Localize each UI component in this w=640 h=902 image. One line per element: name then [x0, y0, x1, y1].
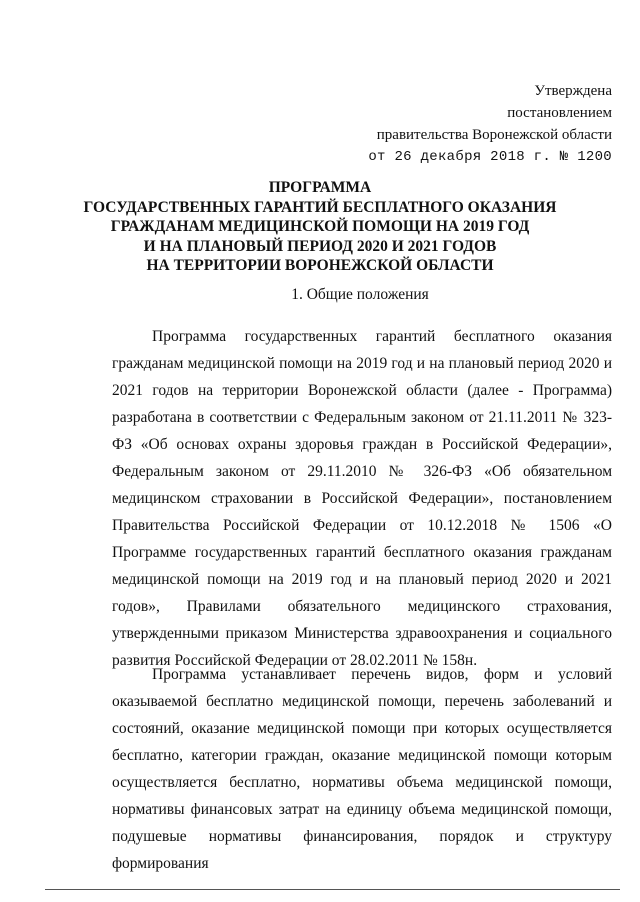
paragraph-1	[112, 323, 612, 674]
approval-stamp	[368, 80, 612, 168]
section-heading: 1. Общие положения	[291, 286, 429, 303]
paragraph-text: Программа устанавливает перечень видов, форм и условий оказываемой бесплатно медицинской помощи, перечень заболеваний и состояний, оказание медицинской помощи при которых осуществляется бесплатно, категории граждан, оказание медицинской помощи которым осуществляется бесплатно, нормативы объема медицинской помощи, нормативы финансовых затрат на единицу объема медицинской помощи, подушевые нормативы финансирования, порядок и структуру формирования	[112, 666, 612, 872]
approval-decree-number: от 26 декабря 2018 г. № 1200	[368, 149, 612, 165]
page-bottom-rule	[45, 889, 620, 890]
approval-line-3: правительства Воронежской области	[376, 127, 612, 143]
paragraph-2	[112, 661, 612, 877]
document-title	[0, 178, 640, 276]
approval-line-2: постановлением	[507, 105, 612, 121]
title-line: НА ТЕРРИТОРИИ ВОРОНЕЖСКОЙ ОБЛАСТИ	[146, 257, 494, 274]
title-line: ГОСУДАРСТВЕННЫХ ГАРАНТИЙ БЕСПЛАТНОГО ОКАЗАНИЯ	[83, 198, 557, 216]
title-line: И НА ПЛАНОВЫЙ ПЕРИОД 2020 И 2021 ГОДОВ	[143, 237, 497, 255]
paragraph-text: Программа государственных гарантий бесплатного оказания гражданам медицинской помощи на 2019 год и на плановый период 2020 и 2021 годов на территории Воронежской области (далее - Программа) разработана в соответствии с Федеральным законом от 21.11.2011 № 323-ФЗ «Об основах охраны здоровья граждан в Российской Федерации», Федеральным законом от 29.11.2010 № 326-ФЗ «Об обязательном медицинском страховании в Российской Федерации», постановлением Правительства Российской Федерации от 10.12.2018 № 1506 «О Программе государственных гарантий бесплатного оказания гражданам медицинской помощи на 2019 год и на плановый период 2020 и 2021 годов», Правилами обязательного медицинского страхования, утвержденными приказом Министерства здравоохранения и социального развития Российской Федерации от 28.02.2011 № 158н.	[112, 328, 612, 669]
title-line: ПРОГРАММА	[268, 179, 372, 196]
title-line: ГРАЖДАНАМ МЕДИЦИНСКОЙ ПОМОЩИ НА 2019 ГОД	[110, 218, 530, 235]
approval-line-1: Утверждена	[534, 83, 612, 99]
